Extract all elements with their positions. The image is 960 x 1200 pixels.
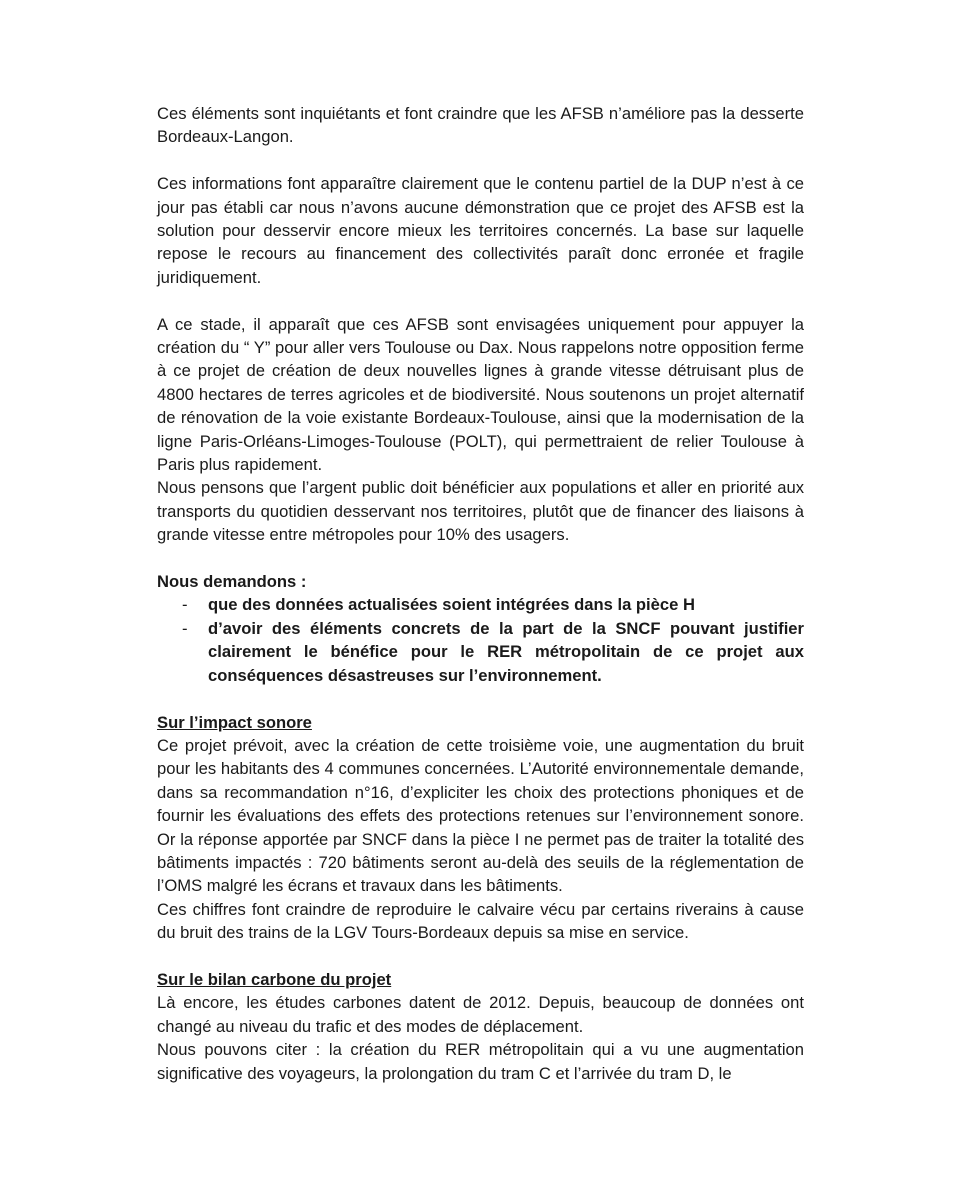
paragraph-rer-tram: Nous pouvons citer : la création du RER métropolitain qui a vu une augmentation significative des voyageurs, la prolongation du tram C et l’arrivée du tram D, le bbox=[157, 1040, 804, 1083]
paragraph-lgv-opposition: A ce stade, il apparaît que ces AFSB sont envisagées uniquement pour appuyer la création du “ Y” pour aller vers Toulouse ou Dax. Nous rappelons notre opposition ferme à ce projet de création de deux nouvelles lignes à grande vitesse détruisant plus de 4800 hectares de terres agricoles et de biodiversité. Nous soutenons un projet alternatif de rénovation de la voie existante Bordeaux-Toulouse, ainsi que la modernisation de la ligne Paris-Orléans-Limoges-Toulouse (POLT), qui permettraient de relier Toulouse à Paris plus rapidement. bbox=[157, 314, 804, 475]
spacer bbox=[157, 289, 804, 312]
paragraph-afsb-desserte: Ces éléments sont inquiétants et font craindre que les AFSB n’améliore pas la desserte Bordeaux-Langon. bbox=[157, 104, 804, 147]
paragraph-calvaire: Ces chiffres font craindre de reproduire le calvaire vécu par certains riverains à cause du bruit des trains de la LGV Tours-Bordeaux depuis sa mise en service. bbox=[157, 899, 804, 943]
spacer bbox=[157, 149, 804, 172]
paragraph-impact-sonore: Ce projet prévoit, avec la création de cette troisième voie, une augmentation du bruit pour les habitants des 4 communes concernées. L’Autorité environnementale demande, dans sa recommandation n°16, d’expliciter les choix des protections phoniques et de fournir les évaluations des effets des protections retenues sur l’environnement sonore. Or la réponse apportée par SNCF dans la pièce I ne permet pas de traiter la totalité des bâtiments impactés : 720 bâtiments seront au-delà des seuils de la réglementation de l’OMS malgré les écrans et travaux dans les bâtiments. bbox=[157, 735, 804, 896]
spacer bbox=[157, 945, 804, 968]
section-heading-impact-sonore: Sur l’impact sonore bbox=[157, 712, 312, 732]
paragraph-argent-public: Nous pensons que l’argent public doit bénéficier aux populations et aller en priorité aux transports du quotidien desservant nos territoires, plutôt que de financer des liaisons à grande vitesse entre métropoles pour 10% des usagers. bbox=[157, 478, 804, 545]
demand-item bbox=[157, 617, 804, 687]
demand-item-text: que des données actualisées soient intégrées dans la pièce H bbox=[208, 595, 695, 615]
bullet-dash: - bbox=[182, 618, 188, 638]
demands-list bbox=[157, 593, 804, 687]
spacer bbox=[157, 547, 804, 570]
section-heading-bilan-carbone: Sur le bilan carbone du projet bbox=[157, 969, 392, 989]
document-page bbox=[157, 102, 804, 1085]
demands-heading: Nous demandons : bbox=[157, 572, 307, 592]
spacer bbox=[157, 687, 804, 710]
bullet-dash: - bbox=[182, 595, 188, 615]
demand-item-text: d’avoir des éléments concrets de la part de la SNCF pouvant justifier clairement le bénéfice pour le RER métropolitain de ce projet aux conséquences désastreuses sur l’environnement. bbox=[208, 618, 804, 685]
paragraph-dup: Ces informations font apparaître clairement que le contenu partiel de la DUP n’est à ce jour pas établi car nous n’avons aucune démonstration que ce projet des AFSB est la solution pour desservir encore mieux les territoires concernés. La base sur laquelle repose le recours au financement des collectivités paraît donc erronée et fragile juridiquement. bbox=[157, 174, 804, 287]
demand-item bbox=[157, 593, 804, 616]
paragraph-etudes-carbone: Là encore, les études carbones datent de 2012. Depuis, beaucoup de données ont changé au niveau du trafic et des modes de déplacement. bbox=[157, 993, 804, 1036]
